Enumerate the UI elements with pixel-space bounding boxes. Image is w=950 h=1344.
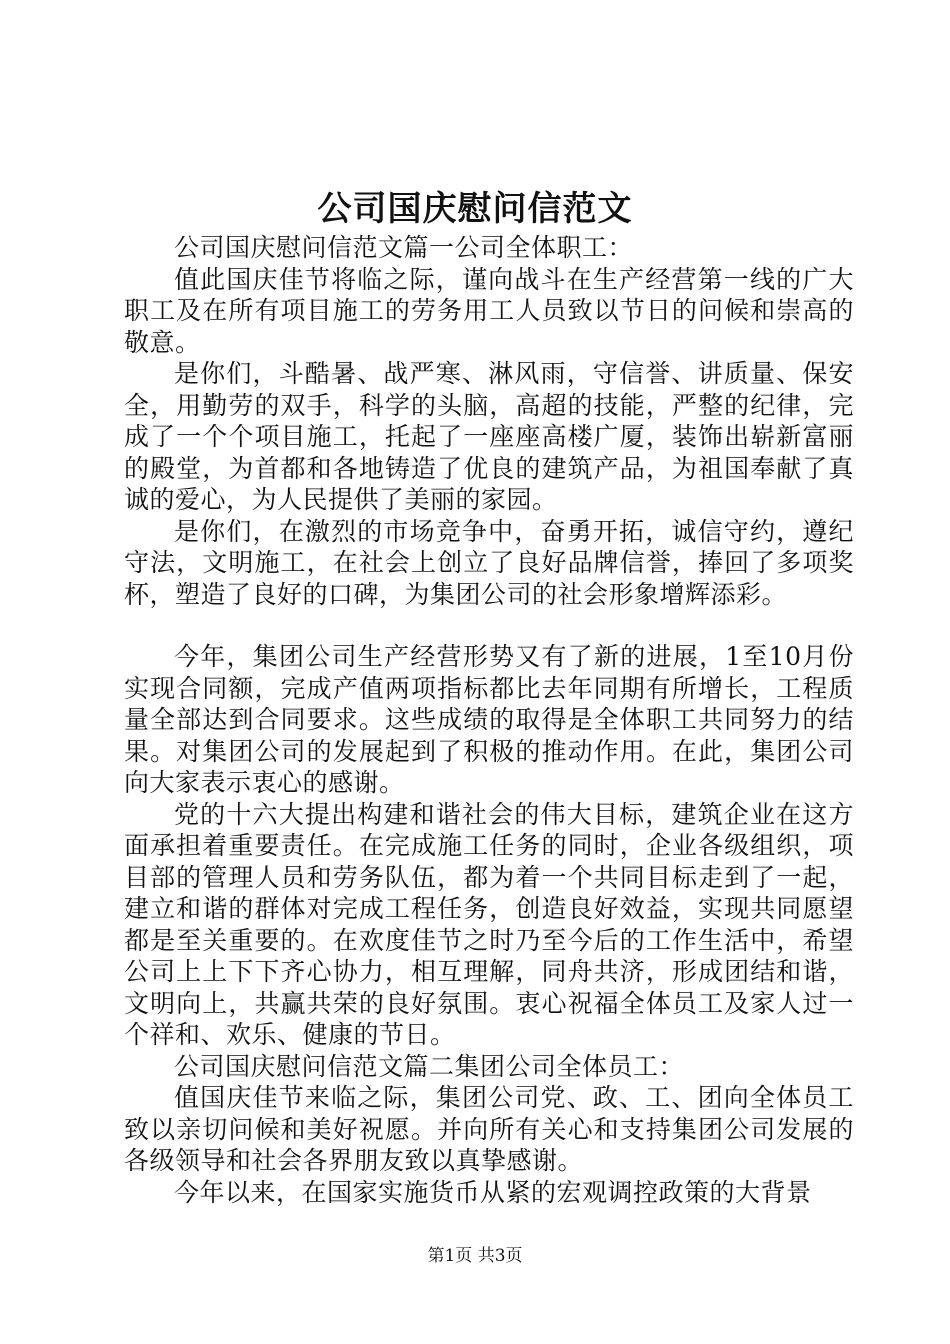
body-paragraph: 值国庆佳节来临之际，集团公司党、政、工、团向全体员工致以亲切问候和美好祝愿。并向所有关心和支持集团公司发展的各级领导和社会各界朋友致以真挚感谢。: [124, 1083, 854, 1175]
salutation-paragraph: 公司国庆慰问信范文篇一公司全体职工：: [174, 233, 634, 262]
document-title: 公司国庆慰问信范文: [317, 189, 633, 229]
salutation-paragraph: 公司国庆慰问信范文篇二集团公司全体员工：: [174, 1051, 685, 1081]
page-number-footer: 第1页 共3页: [427, 1246, 523, 1266]
body-paragraph: 是你们，在激烈的市场竞争中，奋勇开拓，诚信守约，遵纪守法，文明施工，在社会上创立了良好品牌信誉，捧回了多项奖杯，塑造了良好的口碑，为集团公司的社会形象增辉添彩。: [124, 516, 854, 609]
body-paragraph: 党的十六大提出构建和谐社会的伟大目标，建筑企业在这方面承担着重要责任。在完成施工任务的同时，企业各级组织，项目部的管理人员和劳务队伍，都为着一个共同目标走到了一起，建立和谐的群体对完成工程任务，创造良好效益，实现共同愿望都是至关重要的。在欢度佳节之时乃至今后的工作生活中，希望公司上上下下齐心协力，相互理解，同舟共济，形成团结和谐，文明向上，共赢共荣的良好氛围。衷心祝福全体员工及家人过一个祥和、欢乐、健康的节日。: [124, 799, 854, 1049]
body-paragraph: 值此国庆佳节将临之际，谨向战斗在生产经营第一线的广大职工及在所有项目施工的劳务用工人员致以节日的问候和崇高的敬意。: [124, 264, 854, 357]
body-paragraph: 是你们，斗酷暑、战严寒、淋风雨，守信誉、讲质量、保安全，用勤劳的双手，科学的头脑，高超的技能，严整的纪律，完成了一个个项目施工，托起了一座座高楼广厦，装饰出崭新富丽的殿堂，为首都和各地铸造了优良的建筑产品，为祖国奉献了真诚的爱心，为人民提供了美丽的家园。: [124, 359, 854, 514]
body-paragraph: 今年以来，在国家实施货币从紧的宏观调控政策的大背景: [174, 1177, 812, 1207]
body-paragraph: 今年，集团公司生产经营形势又有了新的进展，1至10月份实现合同额，完成产值两项指标都比去年同期有所增长，工程质量全部达到合同要求。这些成绩的取得是全体职工共同努力的结果。对集团公司的发展起到了积极的推动作用。在此，集团公司向大家表示衷心的感谢。: [124, 642, 854, 797]
document-body: [124, 232, 854, 1208]
